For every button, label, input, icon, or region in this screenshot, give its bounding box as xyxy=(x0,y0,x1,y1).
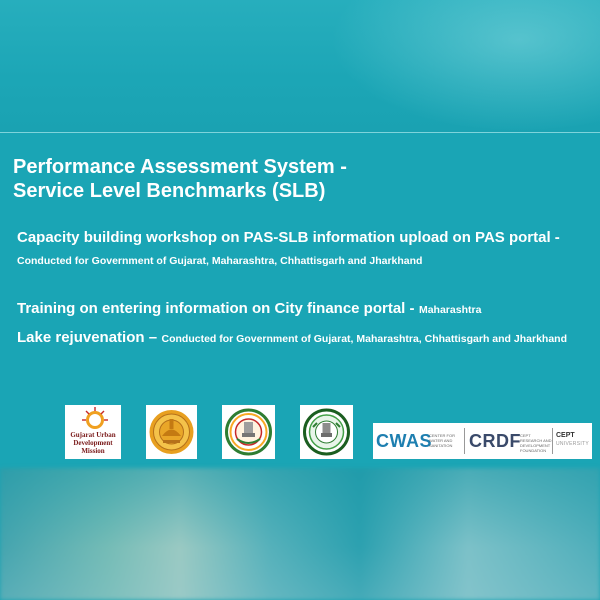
gudm-text-line: Development xyxy=(73,439,113,447)
chhattisgarh-emblem-icon xyxy=(222,405,275,459)
crdf-subtext: CEPT RESEARCH AND DEVELOPMENT FOUNDATION xyxy=(520,433,552,453)
logo-divider xyxy=(464,428,465,454)
gudm-logo xyxy=(65,405,121,459)
list-item xyxy=(17,227,582,272)
cept-wordmark: CEPT xyxy=(556,432,575,439)
title-line-2: Service Level Benchmarks (SLB) xyxy=(13,180,326,202)
gudm-sun-icon xyxy=(65,405,121,431)
jharkhand-emblem-icon xyxy=(300,405,353,459)
list-item xyxy=(17,299,582,320)
background-top xyxy=(0,0,600,132)
content-panel xyxy=(0,132,600,469)
background-bottom xyxy=(0,468,600,600)
item-detail: Conducted for Government of Gujarat, Maharashtra, Chhattisgarh and Jharkhand xyxy=(161,333,567,345)
gudm-text xyxy=(65,431,121,455)
page-title xyxy=(13,155,573,203)
item-detail: Conducted for Government of Gujarat, Maharashtra, Chhattisgarh and Jharkhand xyxy=(17,255,423,267)
title-line-1: Performance Assessment System - xyxy=(13,156,347,178)
list-item xyxy=(17,327,582,350)
cwas-wordmark: CWAS xyxy=(376,431,432,451)
crdf-wordmark: CRDF xyxy=(469,431,521,451)
gudm-text-line: Gujarat Urban xyxy=(70,431,116,439)
cept-partners-logo xyxy=(373,423,592,459)
item-heading: Training on entering information on City finance portal - xyxy=(17,300,415,317)
item-heading: Lake rejuvenation – xyxy=(17,329,158,346)
maharashtra-seal-icon xyxy=(146,405,197,459)
item-heading: Capacity building workshop on PAS-SLB information upload on PAS portal - xyxy=(17,229,560,246)
logo-strip xyxy=(0,405,600,465)
cept-subtext: UNIVERSITY xyxy=(556,441,590,447)
gudm-text-line: Mission xyxy=(81,447,105,455)
logo-divider xyxy=(552,428,553,454)
cwas-subtext: CENTER FOR WATER AND SANITATION xyxy=(429,433,455,448)
item-detail: Maharashtra xyxy=(418,304,482,316)
